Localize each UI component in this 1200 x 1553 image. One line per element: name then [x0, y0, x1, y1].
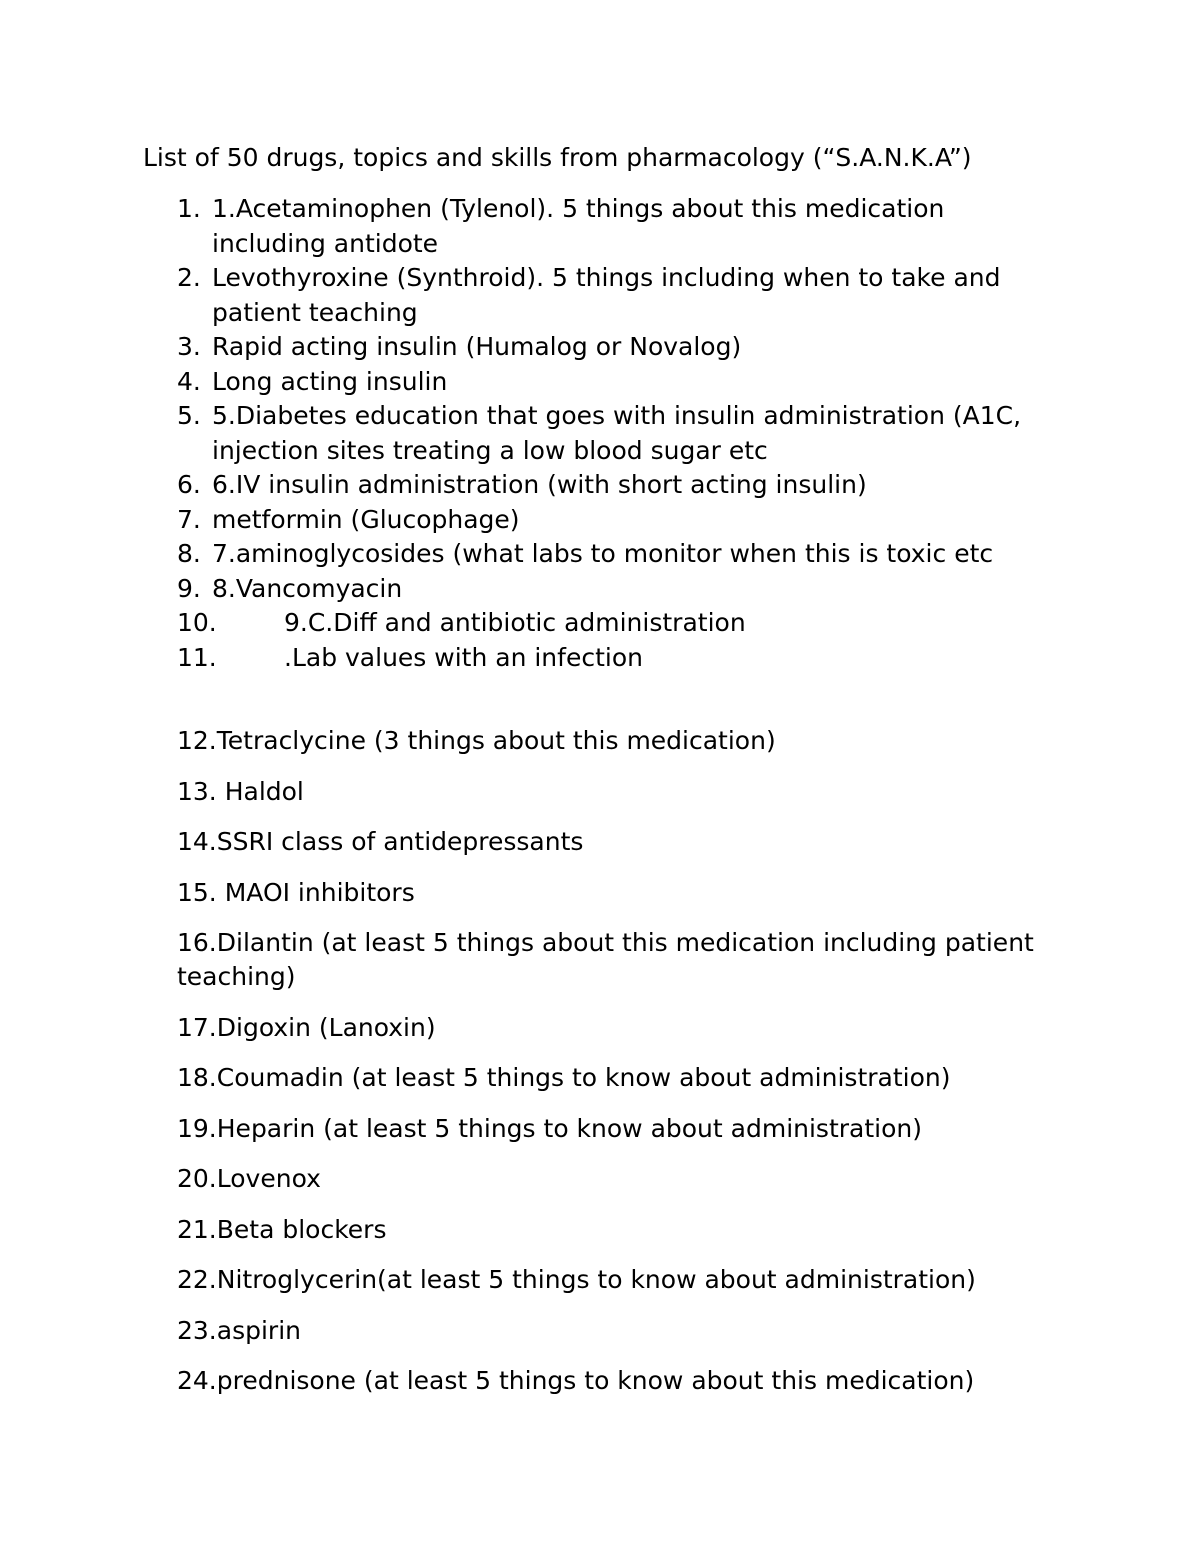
list-paragraph: 14.SSRI class of antidepressants	[177, 827, 584, 856]
list-item	[177, 572, 1057, 607]
list-paragraph: 15. MAOI inhibitors	[177, 877, 415, 907]
list-paragraph: 24.prednisone (at least 5 things to know about this medication)	[177, 1366, 975, 1395]
list-number: 4.	[177, 366, 201, 396]
list-item	[177, 261, 1057, 330]
list-paragraph: 17.Digoxin (Lanoxin)	[177, 1012, 436, 1042]
list-paragraph: 13. Haldol	[177, 776, 304, 806]
list-text: Levothyroxine (Synthroid). 5 things including when to take and patient teaching	[212, 263, 1001, 327]
list-text: Long acting insulin	[212, 366, 448, 396]
list-number: 11.	[177, 642, 217, 672]
list-item	[177, 641, 1057, 676]
list-number: 10.	[177, 608, 217, 637]
list-number: 1.	[177, 194, 201, 223]
list-paragraph: 12.Tetraclycine (3 things about this medication)	[177, 726, 776, 755]
list-number: 8.	[177, 539, 201, 568]
numbered-list	[177, 192, 1057, 675]
list-text: 5.Diabetes education that goes with insulin administration (A1C, injection sites treating a low blood sugar etc	[212, 401, 1022, 465]
list-text: 7.aminoglycosides (what labs to monitor when this is toxic etc	[212, 539, 994, 568]
list-item	[177, 399, 1057, 468]
list-number: 7.	[177, 504, 201, 534]
list-text: .Lab values with an infection	[284, 642, 643, 672]
list-paragraph: 23.aspirin	[177, 1315, 301, 1345]
list-number: 3.	[177, 332, 201, 361]
list-item	[177, 537, 1057, 572]
list-paragraph: 19.Heparin (at least 5 things to know about administration)	[177, 1113, 922, 1143]
list-paragraph: 16.Dilantin (at least 5 things about this medication including patient teaching)	[177, 928, 1034, 991]
list-item	[177, 330, 1057, 365]
list-item	[177, 503, 1057, 538]
list-item	[177, 606, 1057, 641]
list-item	[177, 468, 1057, 503]
list-number: 6.	[177, 470, 201, 499]
list-text: 6.IV insulin administration (with short acting insulin)	[212, 470, 867, 499]
list-text: metformin (Glucophage)	[212, 504, 520, 534]
list-number: 5.	[177, 401, 201, 430]
paragraph-list	[177, 724, 1057, 1415]
list-text: 9.C.Diff and antibiotic administration	[284, 608, 746, 637]
list-text: Rapid acting insulin (Humalog or Novalog)	[212, 332, 742, 361]
list-paragraph: 18.Coumadin (at least 5 things to know about administration)	[177, 1063, 951, 1092]
list-item	[177, 365, 1057, 400]
list-number: 9.	[177, 573, 201, 603]
list-paragraph: 20.Lovenox	[177, 1164, 321, 1193]
list-item	[177, 192, 1057, 261]
list-paragraph: 22.Nitroglycerin(at least 5 things to know about administration)	[177, 1265, 976, 1294]
list-text: 8.Vancomyacin	[212, 573, 403, 603]
document-title: List of 50 drugs, topics and skills from pharmacology (“S.A.N.K.A”)	[143, 143, 972, 172]
list-paragraph: 21.Beta blockers	[177, 1214, 387, 1244]
list-text: 1.Acetaminophen (Tylenol). 5 things about this medication including antidote	[212, 194, 945, 258]
list-number: 2.	[177, 263, 201, 292]
